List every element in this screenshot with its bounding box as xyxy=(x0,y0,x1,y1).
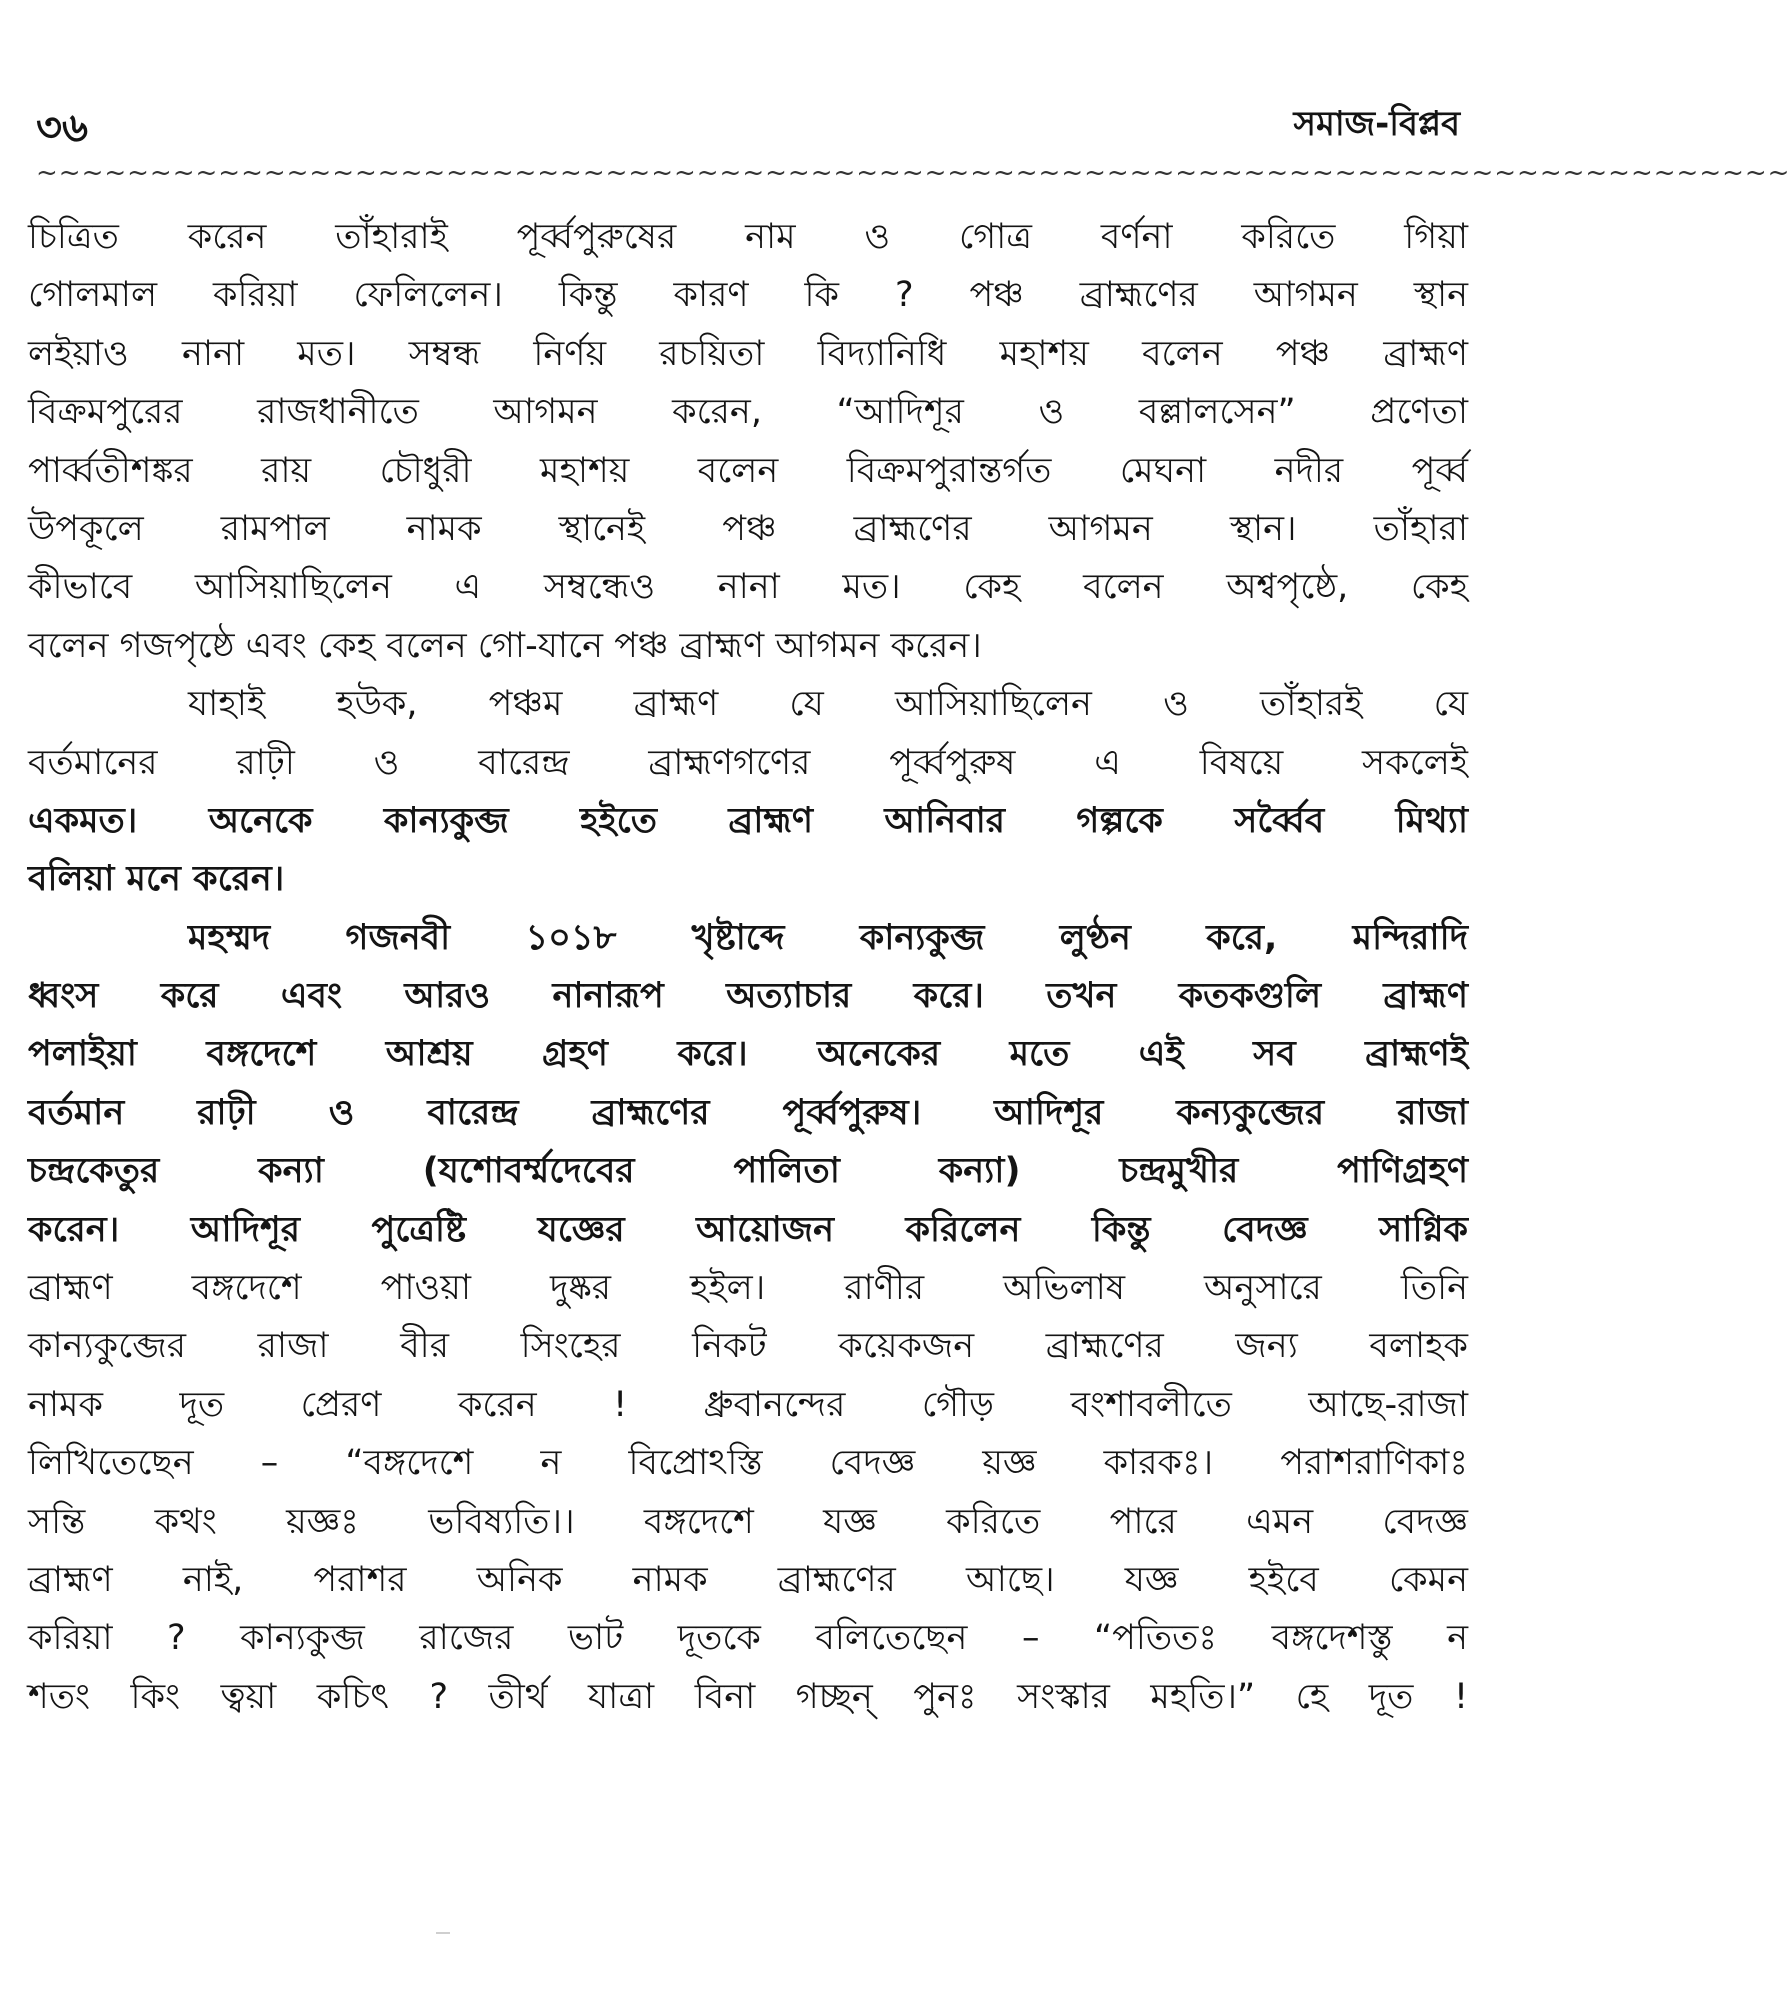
text-line: বর্তমানের রাঢ়ী ও বারেন্দ্র ব্রাহ্মণগণের পূর্ব্বপুরুষ এ বিষয়ে সকলেই xyxy=(28,742,1468,783)
text-line: কান্যকুব্জের রাজা বীর সিংহের নিকট কয়েকজন ব্রাহ্মণের জন্য বলাহক xyxy=(28,1326,1468,1367)
wavy-divider: ~~~~~~~~~~~~~~~~~~~~~~~~~~~~~~~~~~~~~~~~~~~~~~~~~~~~~~~~~~~~~~~~~~~~~~~~~~~~~ xyxy=(36,158,1790,188)
text-line: একমত। অনেকে কান্যকুব্জ হইতে ব্রাহ্মণ আনিবার গল্পকে সর্ব্বৈব মিথ্যা xyxy=(28,800,1468,841)
text-line: ব্রাহ্মণ বঙ্গদেশে পাওয়া দুষ্কর হইল। রাণীর অভিলাষ অনুসারে তিনি xyxy=(28,1268,1468,1309)
text-line: পলাইয়া বঙ্গদেশে আশ্রয় গ্রহণ করে। অনেকের মতে এই সব ব্রাহ্মণই xyxy=(28,1034,1468,1075)
body-text xyxy=(28,208,1468,1726)
text-line: শতং কিং ত্বয়া কচিৎ ? তীর্থ যাত্রা বিনা গচ্ছন্ পুনঃ সংস্কার মহতি।” হে দূত ! xyxy=(28,1676,1468,1717)
text-line: বলেন গজপৃষ্ঠে এবং কেহ বলেন গো-যানে পঞ্চ ব্রাহ্মণ আগমন করেন। xyxy=(28,625,982,666)
text-line: লইয়াও নানা মত। সম্বন্ধ নির্ণয় রচয়িতা বিদ্যানিধি মহাশয় বলেন পঞ্চ ব্রাহ্মণ xyxy=(28,333,1468,374)
text-line: করেন। আদিশূর পুত্রেষ্টি যজ্ঞের আয়োজন করিলেন কিন্তু বেদজ্ঞ সাগ্নিক xyxy=(28,1209,1468,1250)
text-line: গোলমাল করিয়া ফেলিলেন। কিন্তু কারণ কি ? পঞ্চ ব্রাহ্মণের আগমন স্থান xyxy=(28,275,1468,316)
text-line: নামক দূত প্রেরণ করেন ! ধ্রুবানন্দের গৌড় বংশাবলীতে আছে-রাজা xyxy=(28,1384,1468,1425)
text-line: বলিয়া মনে করেন। xyxy=(28,859,285,900)
text-line: বর্তমান রাঢ়ী ও বারেন্দ্র ব্রাহ্মণের পূর্ব্বপুরুষ। আদিশূর কন্যকুব্জের রাজা xyxy=(28,1092,1468,1133)
text-line: বিক্রমপুরের রাজধানীতে আগমন করেন, “আদিশূর ও বল্লালসেন” প্রণেতা xyxy=(28,392,1468,433)
page-number: ৩৬ xyxy=(36,105,89,151)
text-line: উপকূলে রামপাল নামক স্থানেই পঞ্চ ব্রাহ্মণের আগমন স্থান। তাঁহারা xyxy=(28,508,1468,549)
text-line: লিখিতেছেন – “বঙ্গদেশে ন বিপ্রোঽস্তি বেদজ্ঞ য়জ্ঞ কারকঃ। পরাশরাণিকাঃ xyxy=(28,1443,1468,1484)
running-title: সমাজ-বিপ্লব xyxy=(1293,104,1460,144)
text-line: ধ্বংস করে এবং আরও নানারূপ অত্যাচার করে। তখন কতকগুলি ব্রাহ্মণ xyxy=(28,976,1468,1017)
text-line: ব্রাহ্মণ নাই, পরাশর অনিক নামক ব্রাহ্মণের আছে। যজ্ঞ হইবে কেমন xyxy=(28,1559,1468,1600)
text-line: কীভাবে আসিয়াছিলেন এ সম্বন্ধেও নানা মত। কেহ বলেন অশ্বপৃষ্ঠে, কেহ xyxy=(28,567,1468,608)
text-line: চিত্রিত করেন তাঁহারাই পূর্ব্বপুরুষের নাম ও গোত্র বর্ণনা করিতে গিয়া xyxy=(28,217,1468,257)
text-line: চন্দ্রকেতুর কন্যা (যশোবর্ম্মদেবের পালিতা কন্যা) চন্দ্রমুখীর পাণিগ্রহণ xyxy=(28,1151,1468,1192)
paragraph-start-line: মহম্মদ গজনবী ১০১৮ খৃষ্টাব্দে কান্যকুব্জ লুণ্ঠন করে, মন্দিরাদি xyxy=(188,917,1468,958)
text-line: করিয়া ? কান্যকুব্জ রাজের ভাট দূতকে বলিতেছেন – “পতিতঃ বঙ্গদেশস্তু ন xyxy=(28,1618,1468,1659)
text-line: পার্ব্বতীশঙ্কর রায় চৌধুরী মহাশয় বলেন বিক্রমপুরান্তর্গত মেঘনা নদীর পূর্ব্ব xyxy=(28,450,1468,491)
page-header xyxy=(36,96,1460,156)
scan-speck xyxy=(436,1932,450,1934)
text-line: সন্তি কথং য়জ্ঞঃ ভবিষ্যতি।। বঙ্গদেশে যজ্ঞ করিতে পারে এমন বেদজ্ঞ xyxy=(28,1501,1468,1542)
paragraph-start-line: যাহাই হউক, পঞ্চম ব্রাহ্মণ যে আসিয়াছিলেন ও তাঁহারই যে xyxy=(188,684,1468,725)
